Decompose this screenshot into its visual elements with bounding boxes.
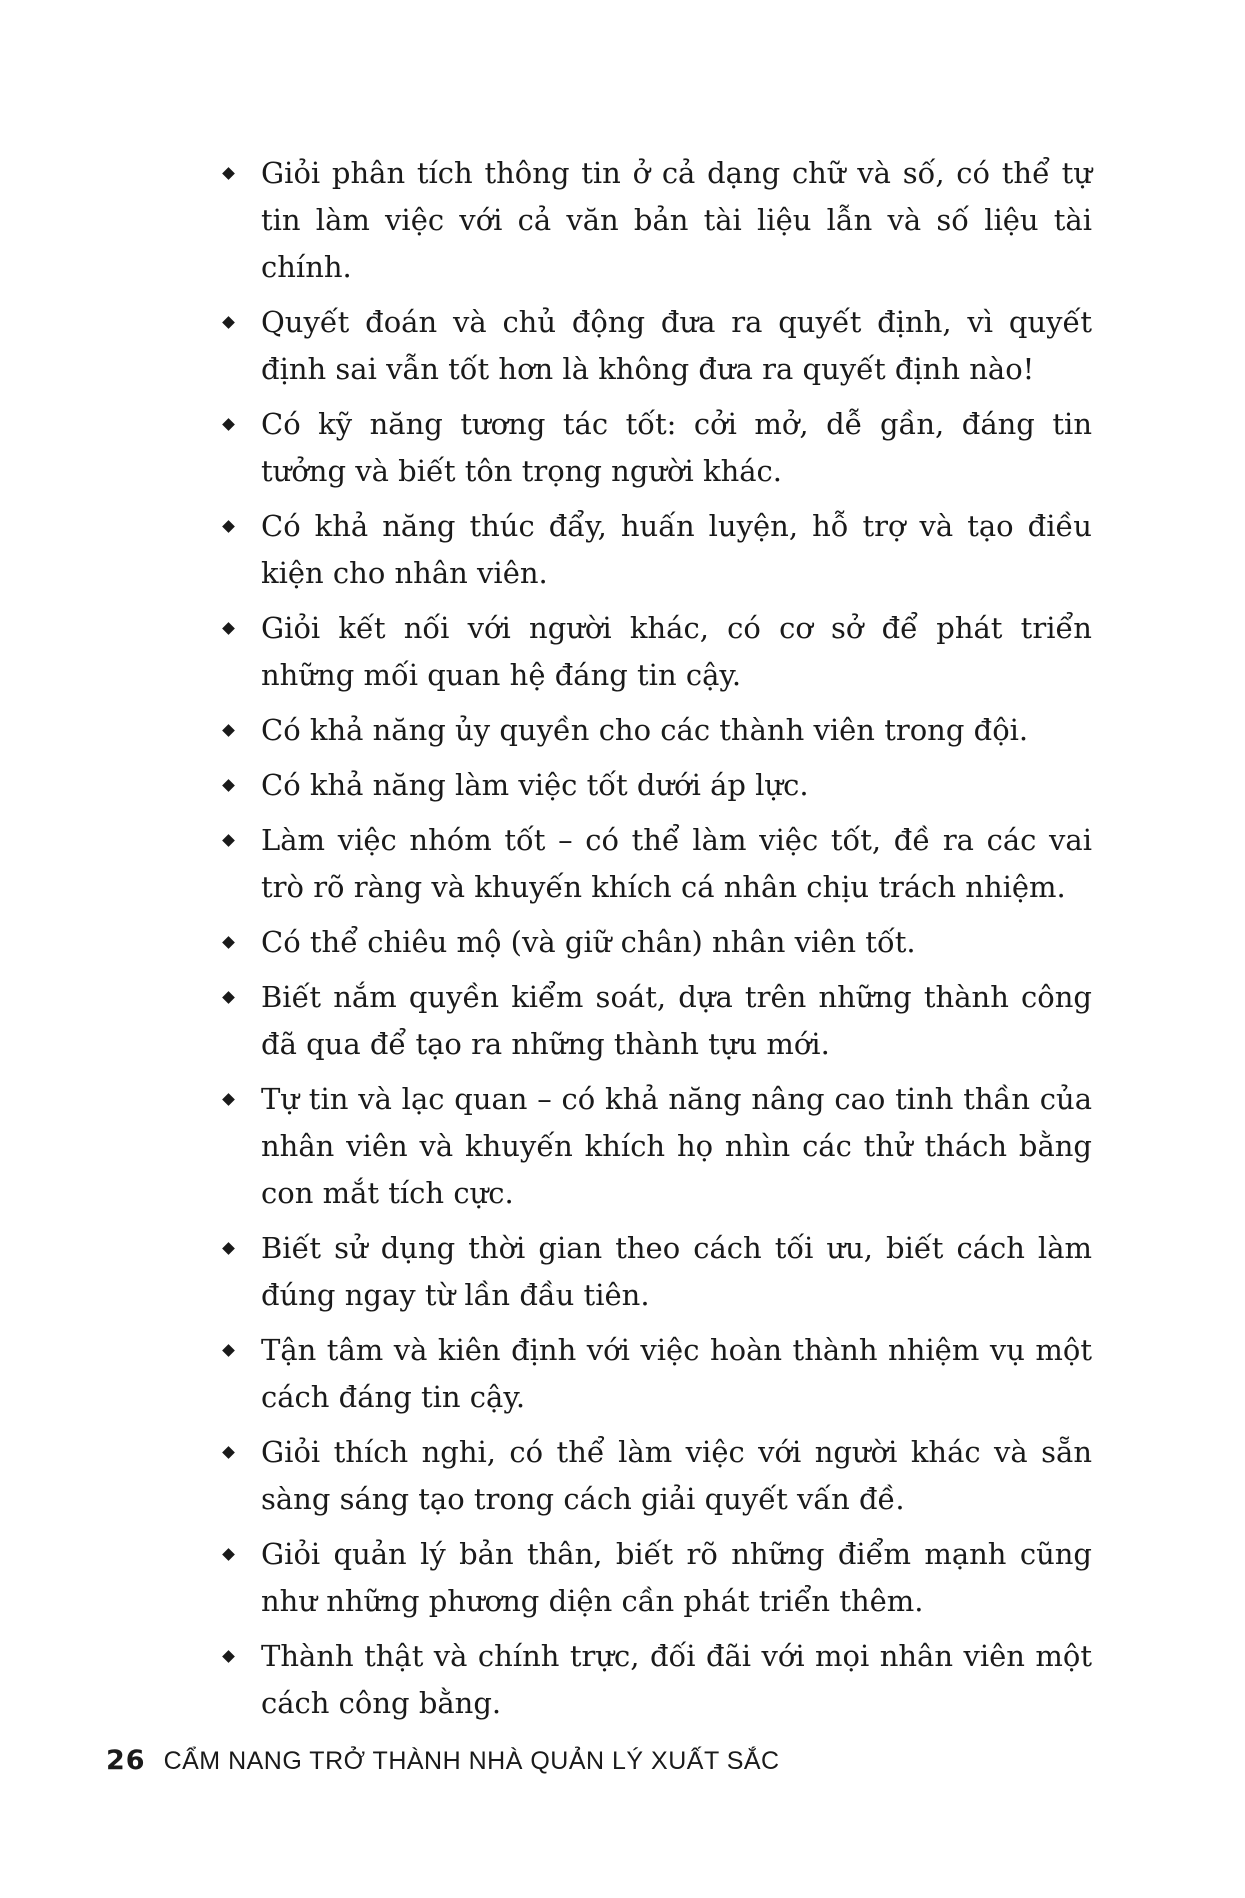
list-item-text: Biết nắm quyền kiểm soát, dựa trên những thành công đã qua để tạo ra những thành tựu mới. bbox=[261, 980, 1092, 1061]
list-item bbox=[222, 1633, 1092, 1727]
diamond-bullet-icon bbox=[222, 1548, 235, 1561]
list-item bbox=[222, 762, 1092, 809]
list-item-text: Có kỹ năng tương tác tốt: cởi mở, dễ gần, đáng tin tưởng và biết tôn trọng người khác. bbox=[261, 407, 1092, 488]
list-item-text: Tận tâm và kiên định với việc hoàn thành nhiệm vụ một cách đáng tin cậy. bbox=[261, 1333, 1092, 1414]
list-item bbox=[222, 401, 1092, 495]
list-item bbox=[222, 1429, 1092, 1523]
list-item bbox=[222, 299, 1092, 393]
list-item bbox=[222, 1531, 1092, 1625]
list-item bbox=[222, 150, 1092, 291]
list-item bbox=[222, 817, 1092, 911]
list-item-text: Giỏi thích nghi, có thể làm việc với người khác và sẵn sàng sáng tạo trong cách giải quyết vấn đề. bbox=[261, 1435, 1092, 1516]
list-item bbox=[222, 707, 1092, 754]
running-title: CẨM NANG TRỞ THÀNH NHÀ QUẢN LÝ XUẤT SẮC bbox=[163, 1747, 780, 1775]
diamond-bullet-icon bbox=[222, 1093, 235, 1106]
diamond-bullet-icon bbox=[222, 418, 235, 431]
list-item bbox=[222, 1327, 1092, 1421]
page-footer bbox=[106, 1745, 780, 1785]
diamond-bullet-icon bbox=[222, 1446, 235, 1459]
list-item-text: Có khả năng ủy quyền cho các thành viên trong đội. bbox=[261, 713, 1029, 747]
list-item bbox=[222, 974, 1092, 1068]
page-number: 26 bbox=[106, 1745, 146, 1776]
list-item bbox=[222, 503, 1092, 597]
list-item-text: Quyết đoán và chủ động đưa ra quyết định, vì quyết định sai vẫn tốt hơn là không đưa ra quyết định nào! bbox=[261, 305, 1092, 386]
list-item-text: Thành thật và chính trực, đối đãi với mọi nhân viên một cách công bằng. bbox=[261, 1639, 1092, 1720]
list-item-text: Tự tin và lạc quan – có khả năng nâng cao tinh thần của nhân viên và khuyến khích họ nhìn các thử thách bằng con mắt tích cực. bbox=[261, 1082, 1092, 1210]
diamond-bullet-icon bbox=[222, 724, 235, 737]
list-item-text: Có khả năng làm việc tốt dưới áp lực. bbox=[261, 768, 809, 802]
list-item bbox=[222, 1076, 1092, 1217]
list-item-text: Giỏi kết nối với người khác, có cơ sở để phát triển những mối quan hệ đáng tin cậy. bbox=[261, 611, 1092, 692]
diamond-bullet-icon bbox=[222, 520, 235, 533]
diamond-bullet-icon bbox=[222, 1242, 235, 1255]
diamond-bullet-icon bbox=[222, 779, 235, 792]
list-item bbox=[222, 605, 1092, 699]
diamond-bullet-icon bbox=[222, 1650, 235, 1663]
diamond-bullet-icon bbox=[222, 167, 235, 180]
list-item bbox=[222, 1225, 1092, 1319]
list-item-text: Giỏi phân tích thông tin ở cả dạng chữ và số, có thể tự tin làm việc với cả văn bản tài liệu lẫn và số liệu tài chính. bbox=[261, 156, 1092, 284]
bullet-list bbox=[222, 150, 1092, 1735]
diamond-bullet-icon bbox=[222, 834, 235, 847]
diamond-bullet-icon bbox=[222, 936, 235, 949]
list-item-text: Làm việc nhóm tốt – có thể làm việc tốt, đề ra các vai trò rõ ràng và khuyến khích cá nhân chịu trách nhiệm. bbox=[261, 823, 1092, 904]
list-item-text: Giỏi quản lý bản thân, biết rõ những điểm mạnh cũng như những phương diện cần phát triển thêm. bbox=[261, 1537, 1092, 1618]
diamond-bullet-icon bbox=[222, 622, 235, 635]
list-item bbox=[222, 919, 1092, 966]
diamond-bullet-icon bbox=[222, 316, 235, 329]
list-item-text: Biết sử dụng thời gian theo cách tối ưu, biết cách làm đúng ngay từ lần đầu tiên. bbox=[261, 1231, 1092, 1312]
diamond-bullet-icon bbox=[222, 1344, 235, 1357]
list-item-text: Có thể chiêu mộ (và giữ chân) nhân viên tốt. bbox=[261, 925, 916, 959]
list-item-text: Có khả năng thúc đẩy, huấn luyện, hỗ trợ và tạo điều kiện cho nhân viên. bbox=[261, 509, 1092, 590]
diamond-bullet-icon bbox=[222, 991, 235, 1004]
